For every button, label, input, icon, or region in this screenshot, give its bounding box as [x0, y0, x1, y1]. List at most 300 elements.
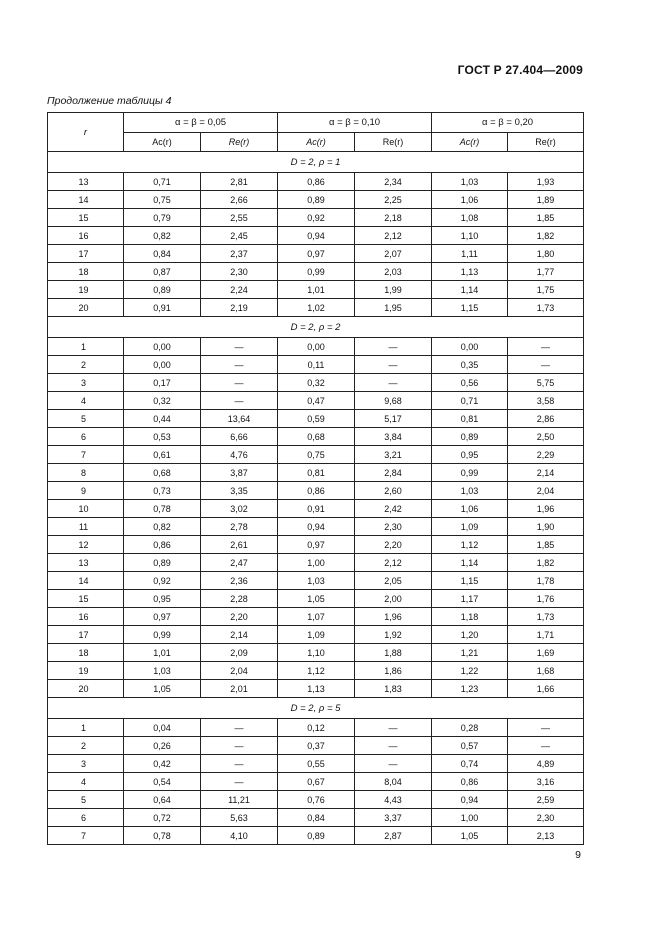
value-cell: 2,19	[201, 299, 278, 317]
table-row	[48, 791, 584, 809]
value-cell: 0,37	[278, 737, 355, 755]
value-cell: 0,53	[124, 428, 201, 446]
value-cell: 2,01	[201, 680, 278, 698]
row-index-cell: 13	[48, 173, 124, 191]
value-cell: 1,23	[432, 680, 508, 698]
row-index-cell: 15	[48, 209, 124, 227]
value-cell: —	[508, 719, 584, 737]
value-cell: 2,14	[201, 626, 278, 644]
table-row	[48, 482, 584, 500]
value-cell: 2,50	[508, 428, 584, 446]
value-cell: 2,47	[201, 554, 278, 572]
value-cell: 0,12	[278, 719, 355, 737]
value-cell: 2,07	[355, 245, 432, 263]
value-cell: 2,34	[355, 173, 432, 191]
value-cell: 1,10	[432, 227, 508, 245]
value-cell: 5,17	[355, 410, 432, 428]
row-index-cell: 20	[48, 680, 124, 698]
value-cell: 3,58	[508, 392, 584, 410]
table-row	[48, 809, 584, 827]
value-cell: 1,86	[355, 662, 432, 680]
value-cell: 0,00	[432, 338, 508, 356]
value-cell: 2,55	[201, 209, 278, 227]
value-cell: 1,21	[432, 644, 508, 662]
column-header-r: r	[48, 113, 124, 152]
value-cell: 1,17	[432, 590, 508, 608]
value-cell: 1,12	[278, 662, 355, 680]
value-cell: 0,68	[124, 464, 201, 482]
value-cell: 1,18	[432, 608, 508, 626]
value-cell: 5,75	[508, 374, 584, 392]
subheader-ac: Ac(r)	[432, 133, 508, 152]
value-cell: 2,03	[355, 263, 432, 281]
table-row	[48, 464, 584, 482]
value-cell: 0,55	[278, 755, 355, 773]
value-cell: 1,69	[508, 644, 584, 662]
value-cell: 0,99	[432, 464, 508, 482]
table-body	[48, 152, 584, 845]
table-row	[48, 662, 584, 680]
row-index-cell: 12	[48, 536, 124, 554]
value-cell: 0,44	[124, 410, 201, 428]
table-row	[48, 374, 584, 392]
value-cell: 1,68	[508, 662, 584, 680]
value-cell: 2,12	[355, 227, 432, 245]
value-cell: 2,28	[201, 590, 278, 608]
value-cell: 1,90	[508, 518, 584, 536]
value-cell: 4,76	[201, 446, 278, 464]
subheader-ac: Ac(r)	[124, 133, 201, 152]
value-cell: 0,61	[124, 446, 201, 464]
row-index-cell: 1	[48, 338, 124, 356]
table-row	[48, 590, 584, 608]
value-cell: 4,43	[355, 791, 432, 809]
value-cell: 2,18	[355, 209, 432, 227]
value-cell: 2,25	[355, 191, 432, 209]
table-row	[48, 281, 584, 299]
row-index-cell: 5	[48, 791, 124, 809]
table-row	[48, 410, 584, 428]
value-cell: 1,07	[278, 608, 355, 626]
value-cell: 0,79	[124, 209, 201, 227]
value-cell: 0,82	[124, 227, 201, 245]
table-row	[48, 299, 584, 317]
value-cell: 6,66	[201, 428, 278, 446]
table-row	[48, 644, 584, 662]
value-cell: 0,86	[278, 482, 355, 500]
value-cell: 0,71	[124, 173, 201, 191]
row-index-cell: 8	[48, 464, 124, 482]
row-index-cell: 2	[48, 356, 124, 374]
value-cell: 5,63	[201, 809, 278, 827]
section-title: D = 2, ρ = 5	[48, 698, 584, 719]
value-cell: 0,92	[278, 209, 355, 227]
value-cell: 2,30	[201, 263, 278, 281]
value-cell: 2,45	[201, 227, 278, 245]
value-cell: 1,80	[508, 245, 584, 263]
value-cell: 1,09	[432, 518, 508, 536]
value-cell: —	[201, 374, 278, 392]
value-cell: 0,86	[124, 536, 201, 554]
value-cell: 2,20	[355, 536, 432, 554]
table-row	[48, 773, 584, 791]
value-cell: —	[201, 356, 278, 374]
value-cell: 0,76	[278, 791, 355, 809]
value-cell: 0,84	[278, 809, 355, 827]
value-cell: 0,95	[124, 590, 201, 608]
value-cell: 1,83	[355, 680, 432, 698]
value-cell: 1,99	[355, 281, 432, 299]
value-cell: 0,68	[278, 428, 355, 446]
value-cell: 1,95	[355, 299, 432, 317]
value-cell: 1,88	[355, 644, 432, 662]
value-cell: 1,13	[278, 680, 355, 698]
value-cell: 1,12	[432, 536, 508, 554]
section-header-row	[48, 317, 584, 338]
value-cell: 1,05	[278, 590, 355, 608]
value-cell: 0,32	[124, 392, 201, 410]
row-index-cell: 3	[48, 755, 124, 773]
row-index-cell: 2	[48, 737, 124, 755]
value-cell: 2,78	[201, 518, 278, 536]
row-index-cell: 18	[48, 644, 124, 662]
value-cell: 0,54	[124, 773, 201, 791]
value-cell: 0,91	[278, 500, 355, 518]
value-cell: 1,78	[508, 572, 584, 590]
value-cell: —	[201, 737, 278, 755]
value-cell: 0,11	[278, 356, 355, 374]
value-cell: 1,82	[508, 554, 584, 572]
value-cell: 1,89	[508, 191, 584, 209]
value-cell: 2,09	[201, 644, 278, 662]
value-cell: 8,04	[355, 773, 432, 791]
value-cell: 1,06	[432, 500, 508, 518]
value-cell: —	[201, 773, 278, 791]
value-cell: 0,26	[124, 737, 201, 755]
value-cell: 1,85	[508, 209, 584, 227]
value-cell: 3,35	[201, 482, 278, 500]
row-index-cell: 19	[48, 281, 124, 299]
row-index-cell: 6	[48, 428, 124, 446]
value-cell: 0,91	[124, 299, 201, 317]
value-cell: 2,61	[201, 536, 278, 554]
value-cell: —	[508, 338, 584, 356]
table-row	[48, 500, 584, 518]
value-cell: 1,15	[432, 572, 508, 590]
value-cell: 1,03	[124, 662, 201, 680]
value-cell: —	[355, 356, 432, 374]
value-cell: 0,97	[124, 608, 201, 626]
value-cell: 1,93	[508, 173, 584, 191]
value-cell: 3,87	[201, 464, 278, 482]
value-cell: 0,89	[432, 428, 508, 446]
value-cell: 2,04	[508, 482, 584, 500]
row-index-cell: 17	[48, 626, 124, 644]
value-cell: 0,72	[124, 809, 201, 827]
value-cell: —	[355, 737, 432, 755]
value-cell: 0,97	[278, 245, 355, 263]
value-cell: 1,71	[508, 626, 584, 644]
value-cell: 2,13	[508, 827, 584, 845]
row-index-cell: 15	[48, 590, 124, 608]
value-cell: 1,00	[278, 554, 355, 572]
value-cell: 0,92	[124, 572, 201, 590]
table-row	[48, 518, 584, 536]
value-cell: 0,00	[124, 338, 201, 356]
value-cell: 1,01	[124, 644, 201, 662]
value-cell: 0,82	[124, 518, 201, 536]
value-cell: 2,24	[201, 281, 278, 299]
value-cell: 0,28	[432, 719, 508, 737]
value-cell: 1,06	[432, 191, 508, 209]
table-row	[48, 173, 584, 191]
table-row	[48, 227, 584, 245]
value-cell: 0,94	[278, 518, 355, 536]
value-cell: 3,21	[355, 446, 432, 464]
value-cell: 2,30	[508, 809, 584, 827]
row-index-cell: 7	[48, 446, 124, 464]
value-cell: 2,42	[355, 500, 432, 518]
row-index-cell: 16	[48, 608, 124, 626]
value-cell: 1,85	[508, 536, 584, 554]
value-cell: 13,64	[201, 410, 278, 428]
table-row	[48, 536, 584, 554]
value-cell: 11,21	[201, 791, 278, 809]
value-cell: 0,78	[124, 500, 201, 518]
table-row	[48, 338, 584, 356]
section-title: D = 2, ρ = 1	[48, 152, 584, 173]
value-cell: 0,17	[124, 374, 201, 392]
table-row	[48, 245, 584, 263]
value-cell: 1,03	[432, 482, 508, 500]
row-index-cell: 9	[48, 482, 124, 500]
subheader-re: Re(r)	[201, 133, 278, 152]
value-cell: 0,81	[278, 464, 355, 482]
value-cell: 0,59	[278, 410, 355, 428]
value-cell: 0,89	[124, 554, 201, 572]
value-cell: 1,02	[278, 299, 355, 317]
value-cell: 1,00	[432, 809, 508, 827]
value-cell: 1,15	[432, 299, 508, 317]
document-code: ГОСТ Р 27.404—2009	[457, 63, 583, 77]
row-index-cell: 4	[48, 392, 124, 410]
value-cell: 0,75	[124, 191, 201, 209]
value-cell: 0,75	[278, 446, 355, 464]
table-row	[48, 356, 584, 374]
value-cell: 0,81	[432, 410, 508, 428]
value-cell: 0,89	[124, 281, 201, 299]
table-row	[48, 428, 584, 446]
row-index-cell: 3	[48, 374, 124, 392]
value-cell: 1,11	[432, 245, 508, 263]
value-cell: 2,87	[355, 827, 432, 845]
value-cell: 3,02	[201, 500, 278, 518]
value-cell: 0,84	[124, 245, 201, 263]
value-cell: 0,87	[124, 263, 201, 281]
value-cell: 0,97	[278, 536, 355, 554]
value-cell: 2,84	[355, 464, 432, 482]
table-row	[48, 608, 584, 626]
value-cell: —	[508, 356, 584, 374]
value-cell: 1,03	[432, 173, 508, 191]
table-row	[48, 554, 584, 572]
value-cell: 0,95	[432, 446, 508, 464]
value-cell: 0,86	[278, 173, 355, 191]
row-index-cell: 11	[48, 518, 124, 536]
value-cell: 1,96	[508, 500, 584, 518]
row-index-cell: 14	[48, 572, 124, 590]
table-row	[48, 209, 584, 227]
section-header-row	[48, 152, 584, 173]
row-index-cell: 20	[48, 299, 124, 317]
section-title: D = 2, ρ = 2	[48, 317, 584, 338]
value-cell: 1,76	[508, 590, 584, 608]
value-cell: —	[201, 338, 278, 356]
value-cell: 1,13	[432, 263, 508, 281]
group-header-alpha-010: α = β = 0,10	[278, 113, 432, 133]
value-cell: —	[355, 719, 432, 737]
value-cell: 2,00	[355, 590, 432, 608]
value-cell: 0,94	[278, 227, 355, 245]
row-index-cell: 7	[48, 827, 124, 845]
section-header-row	[48, 698, 584, 719]
value-cell: 0,86	[432, 773, 508, 791]
value-cell: 2,86	[508, 410, 584, 428]
value-cell: 1,22	[432, 662, 508, 680]
row-index-cell: 17	[48, 245, 124, 263]
row-index-cell: 14	[48, 191, 124, 209]
subheader-re: Re(r)	[355, 133, 432, 152]
value-cell: 2,59	[508, 791, 584, 809]
value-cell: 2,05	[355, 572, 432, 590]
value-cell: 1,08	[432, 209, 508, 227]
value-cell: 2,14	[508, 464, 584, 482]
value-cell: 2,12	[355, 554, 432, 572]
value-cell: 3,37	[355, 809, 432, 827]
value-cell: 1,92	[355, 626, 432, 644]
value-cell: —	[201, 719, 278, 737]
table-row	[48, 719, 584, 737]
value-cell: 1,10	[278, 644, 355, 662]
value-cell: 1,82	[508, 227, 584, 245]
value-cell: 1,03	[278, 572, 355, 590]
value-cell: 0,78	[124, 827, 201, 845]
row-index-cell: 18	[48, 263, 124, 281]
value-cell: —	[355, 374, 432, 392]
table-row	[48, 191, 584, 209]
value-cell: 0,67	[278, 773, 355, 791]
table-row	[48, 737, 584, 755]
group-header-alpha-020: α = β = 0,20	[432, 113, 584, 133]
table-row	[48, 446, 584, 464]
group-header-alpha-005: α = β = 0,05	[124, 113, 278, 133]
value-cell: 0,32	[278, 374, 355, 392]
table-row	[48, 680, 584, 698]
value-cell: 1,09	[278, 626, 355, 644]
value-cell: 4,89	[508, 755, 584, 773]
value-cell: 0,99	[278, 263, 355, 281]
table-row	[48, 626, 584, 644]
row-index-cell: 16	[48, 227, 124, 245]
row-index-cell: 4	[48, 773, 124, 791]
value-cell: —	[355, 755, 432, 773]
value-cell: 1,77	[508, 263, 584, 281]
value-cell: 1,14	[432, 554, 508, 572]
value-cell: 1,14	[432, 281, 508, 299]
row-index-cell: 13	[48, 554, 124, 572]
value-cell: 2,81	[201, 173, 278, 191]
value-cell: 1,20	[432, 626, 508, 644]
value-cell: 0,57	[432, 737, 508, 755]
value-cell: 0,94	[432, 791, 508, 809]
value-cell: 0,42	[124, 755, 201, 773]
value-cell: 1,73	[508, 299, 584, 317]
value-cell: 1,05	[432, 827, 508, 845]
value-cell: —	[201, 392, 278, 410]
value-cell: 0,56	[432, 374, 508, 392]
value-cell: 2,20	[201, 608, 278, 626]
value-cell: 3,84	[355, 428, 432, 446]
table-row	[48, 827, 584, 845]
table-row	[48, 263, 584, 281]
row-index-cell: 6	[48, 809, 124, 827]
value-cell: 0,35	[432, 356, 508, 374]
value-cell: —	[201, 755, 278, 773]
page-number: 9	[575, 849, 581, 861]
value-cell: 1,75	[508, 281, 584, 299]
value-cell: —	[355, 338, 432, 356]
table-row	[48, 392, 584, 410]
row-index-cell: 10	[48, 500, 124, 518]
value-cell: 2,66	[201, 191, 278, 209]
value-cell: 1,05	[124, 680, 201, 698]
value-cell: 9,68	[355, 392, 432, 410]
row-index-cell: 19	[48, 662, 124, 680]
value-cell: 1,01	[278, 281, 355, 299]
value-cell: 2,60	[355, 482, 432, 500]
value-cell: 0,74	[432, 755, 508, 773]
subheader-ac: Ac(r)	[278, 133, 355, 152]
value-cell: 4,10	[201, 827, 278, 845]
value-cell: 1,73	[508, 608, 584, 626]
value-cell: 0,47	[278, 392, 355, 410]
value-cell: 3,16	[508, 773, 584, 791]
value-cell: 0,00	[278, 338, 355, 356]
value-cell: 2,36	[201, 572, 278, 590]
value-cell: 1,66	[508, 680, 584, 698]
row-index-cell: 5	[48, 410, 124, 428]
subheader-re: Re(r)	[508, 133, 584, 152]
value-cell: 2,04	[201, 662, 278, 680]
table-caption: Продолжение таблицы 4	[47, 95, 172, 107]
value-cell: —	[508, 737, 584, 755]
table-row	[48, 572, 584, 590]
table-row	[48, 755, 584, 773]
value-cell: 2,29	[508, 446, 584, 464]
value-cell: 0,73	[124, 482, 201, 500]
value-cell: 0,04	[124, 719, 201, 737]
acceptance-table	[47, 112, 584, 845]
value-cell: 1,96	[355, 608, 432, 626]
value-cell: 0,89	[278, 191, 355, 209]
row-index-cell: 1	[48, 719, 124, 737]
value-cell: 0,89	[278, 827, 355, 845]
value-cell: 0,00	[124, 356, 201, 374]
value-cell: 0,64	[124, 791, 201, 809]
value-cell: 0,71	[432, 392, 508, 410]
value-cell: 0,99	[124, 626, 201, 644]
value-cell: 2,37	[201, 245, 278, 263]
